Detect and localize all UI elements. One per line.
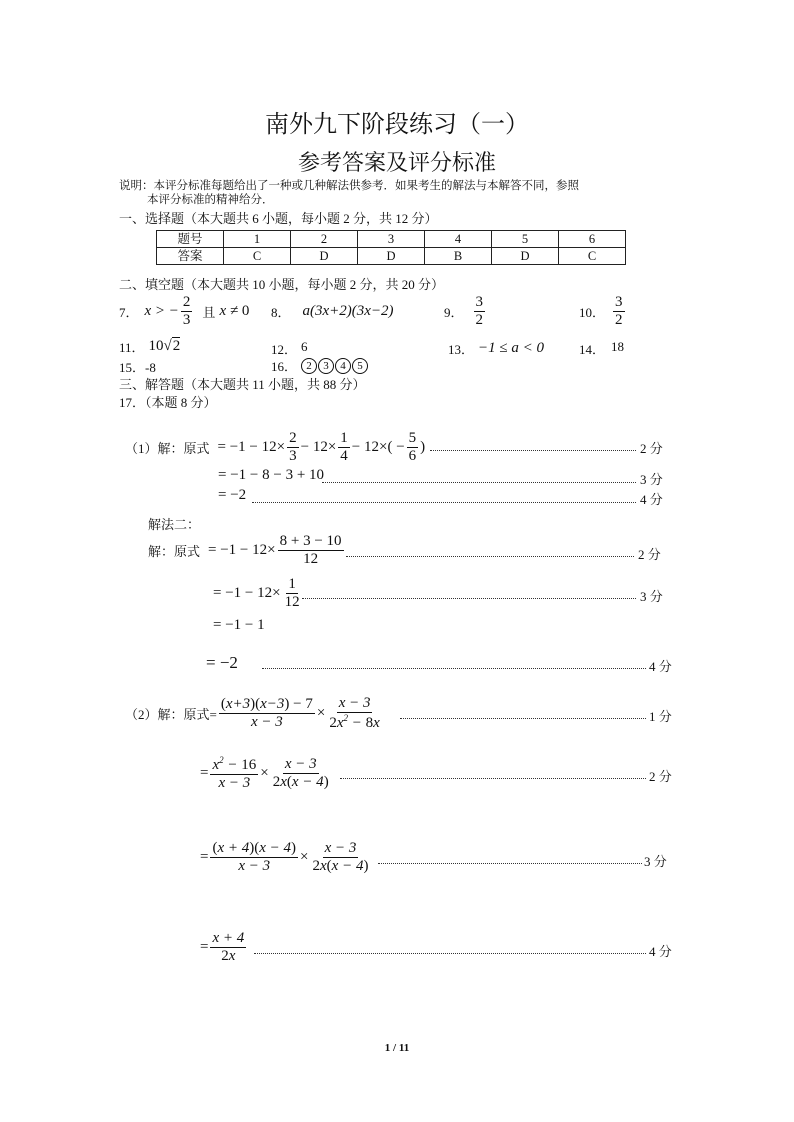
score-mark: 4 分 [640,492,663,507]
score-mark: 3 分 [644,854,667,869]
score-mark: 3 分 [640,472,663,487]
section-solve-heading: 三、解答题（本大题共 11 小题，共 88 分） [119,377,366,392]
q11-answer: 10√2 [148,338,181,354]
table-row [157,248,626,265]
dot-leader [252,502,636,503]
table-header-cell: 题号 [157,231,224,248]
table-cell: C [224,248,291,265]
dot-leader [254,953,646,954]
fraction: $\frac{x^2 - 16}{x - 3}$ [212,755,257,792]
alt-line-3: = −1 − 1 [213,617,265,633]
q11-number: 11． [119,340,145,355]
p1-label: （1）解：原式 [125,441,210,457]
circled-number: 4 [335,358,351,374]
table-cell: D [358,248,425,265]
choice-answer-table [156,230,626,265]
alt-expr-2: = −1 − 12× [213,585,281,602]
times-sign: × [316,705,326,722]
fraction: $\frac{x + 4}{2x}$ [212,930,245,965]
table-cell: 4 [425,231,492,248]
alt-expr: = −1 − 12× [208,542,276,559]
table-cell: 1 [224,231,291,248]
answer-q11 [119,337,180,356]
p1-expr-c: − 12×( − [351,439,405,456]
note-line-2: 本评分标准的精神给分． [147,194,274,206]
section-fill-heading: 二、填空题（本大题共 10 小题，每小题 2 分，共 20 分） [119,277,445,292]
q7-fraction: $\frac{2}{3}$ [182,294,191,329]
table-cell: C [559,248,626,265]
score-mark: 2 分 [649,769,672,784]
table-cell: D [291,248,358,265]
dot-leader [322,482,636,483]
dot-leader [302,598,636,599]
fraction: $\frac{x - 3}{2x(x - 4)}$ [312,840,369,875]
q7-math: x > − [144,303,179,320]
p1-expr-d: ) [420,439,426,456]
dot-leader [262,668,646,669]
table-cell: 2 [291,231,358,248]
equals-sign: = [200,939,209,956]
score-mark: 2 分 [640,441,663,456]
dot-leader [378,863,642,864]
times-sign: × [260,765,269,782]
table-cell: 3 [358,231,425,248]
q9-fraction: $\frac{3}{2}$ [475,294,484,329]
equals-sign: = [200,765,209,782]
q9-number: 9． [444,305,464,321]
q12-answer: 6 [301,339,308,354]
circled-number: 3 [318,358,334,374]
answer-q7 [119,294,249,330]
score-mark: 4 分 [649,659,672,674]
alt-line-4: = −2 [206,653,238,672]
answer-q16 [271,356,369,375]
page-number: 1 / 11 [384,1042,410,1054]
score-mark: 1 分 [649,709,672,724]
q14-number: 14． [579,342,606,357]
table-cell: 6 [559,231,626,248]
q8-answer: a(3x+2)(3x−2) [302,303,394,319]
equals-sign: = [200,849,209,866]
q16-answer [301,357,369,374]
circled-number: 5 [352,358,368,374]
circled-number: 2 [301,358,317,374]
times-sign: × [300,849,309,866]
alt-method-label: 解法二： [148,517,201,532]
p1-line-3: = −2 [218,487,247,503]
fraction: $\frac{1}{4}$ [340,430,348,465]
alt-label: 解：原式 [148,544,201,560]
score-mark: 3 分 [640,589,663,604]
fraction: $\frac{8 + 3 - 10}{12}$ [279,533,342,568]
answer-q15: 15．-8 [119,360,156,375]
answer-q10 [579,294,627,330]
p1-expr-b: − 12× [300,439,337,456]
fraction: $\frac{5}{6}$ [408,430,417,465]
q10-number: 10． [579,305,606,321]
p2-line-2 [200,755,333,793]
answer-q9 [444,294,487,330]
q10-fraction: $\frac{3}{2}$ [615,294,623,329]
p2-label: （2）解：原式= [125,707,217,723]
page-title: 南外九下阶段练习（一） [265,110,529,138]
dot-leader [340,778,646,779]
page-subtitle: 参考答案及评分标准 [297,151,496,176]
table-cell: 5 [492,231,559,248]
q8-number: 8． [271,305,291,320]
q7-cond-math: x ≠ 0 [219,303,250,320]
fraction: $\frac{x - 3}{2x^2 - 8x}$ [329,695,380,732]
p2-line-4 [200,930,248,966]
q16-number: 16． [271,359,298,374]
score-mark: 4 分 [649,944,672,959]
table-header-cell: 答案 [157,248,224,265]
fraction: $\frac{2}{3}$ [289,430,297,465]
p1-line-2: = −1 − 8 − 3 + 10 [218,467,325,483]
dot-leader [430,450,636,451]
q13-answer: −1 ≤ a < 0 [478,340,544,356]
fraction: $\frac{(x+3)(x-3) - 7}{x - 3}$ [220,696,313,731]
p2-line-1 [125,695,384,733]
q7-number: 7． [119,305,139,321]
dot-leader [400,718,646,719]
fraction: $\frac{1}{12}$ [284,576,300,611]
table-cell: B [425,248,492,265]
q13-number: 13． [448,342,475,357]
q7-cond-label: 且 [202,305,216,321]
dot-leader [346,556,634,557]
table-row [157,231,626,248]
q17-heading: 17．（本题 8 分） [119,395,217,410]
answer-q8 [271,302,394,321]
answer-q13 [448,339,544,358]
q12-number: 12． [271,342,298,357]
p1-expr: = −1 − 12× [217,439,286,456]
fraction: $\frac{(x + 4)(x - 4)}{x - 3}$ [212,840,297,875]
answer-q14 [579,339,624,358]
p2-line-3 [200,840,372,876]
table-cell: D [492,248,559,265]
fraction: $\frac{x - 3}{2x(x - 4)}$ [272,756,329,791]
section-choice-heading: 一、选择题（本大题共 6 小题，每小题 2 分，共 12 分） [119,211,438,226]
alt-line-1 [148,533,346,569]
alt-line-2 [213,576,304,612]
note-line-1: 说明：本评分标准每题给出了一种或几种解法供参考．如果考生的解法与本解答不同，参照 [119,180,579,192]
score-mark: 2 分 [638,547,661,562]
p1-line-1 [125,430,425,466]
q14-answer: 18 [611,339,625,354]
